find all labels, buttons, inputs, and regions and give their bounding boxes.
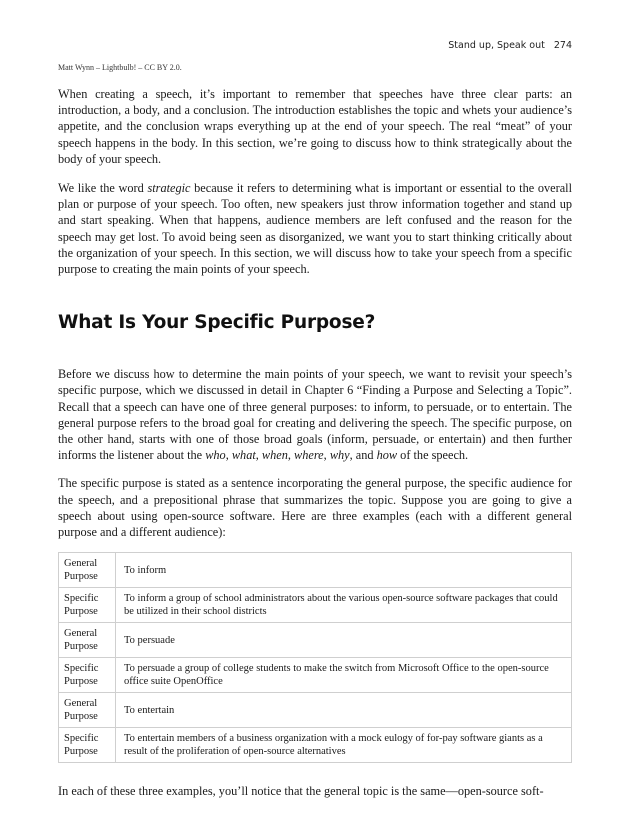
purpose-examples-table — [58, 552, 572, 763]
book-title: Stand up, Speak out — [448, 40, 545, 51]
intro-paragraph-1: When creating a speech, it’s important to remember that speeches have three clear parts: an introduction, a body, and a conclusion. The introduction establishes the topic and whets your audience’s appetite, and the conclusion wraps everything up at the end of your speech. The real “meat” of your speech happens in the body. In this section, we’re going to discuss how to think strategically about the body of your speech. — [58, 87, 572, 166]
row-value: To entertain members of a business organization with a mock eulogy of for-pay software giants as a result of the proliferation of open-source alternatives — [116, 728, 572, 763]
row-value: To persuade a group of college students to make the switch from Microsoft Office to the open-source office suite OpenOffice — [116, 658, 572, 693]
row-value: To persuade — [116, 623, 572, 658]
row-value: To inform — [116, 553, 572, 588]
row-label: General Purpose — [59, 553, 116, 588]
row-label: Specific Purpose — [59, 728, 116, 763]
row-label: General Purpose — [59, 693, 116, 728]
table-row — [59, 623, 572, 658]
row-label: General Purpose — [59, 623, 116, 658]
table-row — [59, 728, 572, 763]
section-paragraph-1: Before we discuss how to determine the main points of your speech, we want to revisit your speech’s specific purpose, which we discussed in detail in Chapter 6 “Finding a Purpose and Selecting a Topic”. Recall that a speech can have one of three general purposes: to inform, to persuade, or to entertain. The general purpose refers to the broad goal for creating and delivering the speech. The specific purpose, on the other hand, starts with one of those broad goals (inform, persuade, or entertain) and then further informs the listener about the who, what, when, where, why, and how of the speech. — [58, 367, 572, 463]
intro-paragraph-2: We like the word strategic because it refers to determining what is important or essential to the overall plan or purpose of your speech. Too often, new speakers just throw information together and stand up and start speaking. When that happens, audience members are left confused and the reason for the speech may get lost. To avoid being seen as disorganized, we want you to start thinking critically about the organization of your speech. In this section, we will discuss how to take your speech from a specific purpose to creating the main points of your speech. — [58, 181, 572, 277]
table-row — [59, 588, 572, 623]
table-row — [59, 693, 572, 728]
row-value: To inform a group of school administrators about the various open-source software packages that could be utilized in their school districts — [116, 588, 572, 623]
closing-paragraph: In each of these three examples, you’ll notice that the general topic is the same—open-source soft- — [58, 784, 544, 799]
row-label: Specific Purpose — [59, 658, 116, 693]
section-paragraph-2: The specific purpose is stated as a sentence incorporating the general purpose, the specific audience for the speech, and a prepositional phrase that summarizes the topic. Suppose you are going to give a speech about using open-source software. Here are three examples (each with a different general purpose and a different audience): — [58, 476, 572, 540]
row-value: To entertain — [116, 693, 572, 728]
row-label: Specific Purpose — [59, 588, 116, 623]
page-number: 274 — [553, 40, 572, 51]
running-header — [448, 40, 572, 51]
table-row — [59, 553, 572, 588]
section-heading: What Is Your Specific Purpose? — [58, 312, 376, 334]
table-row — [59, 658, 572, 693]
page-body — [58, 86, 572, 799]
image-credit: Matt Wynn – Lightbulb! – CC BY 2.0. — [58, 63, 182, 72]
